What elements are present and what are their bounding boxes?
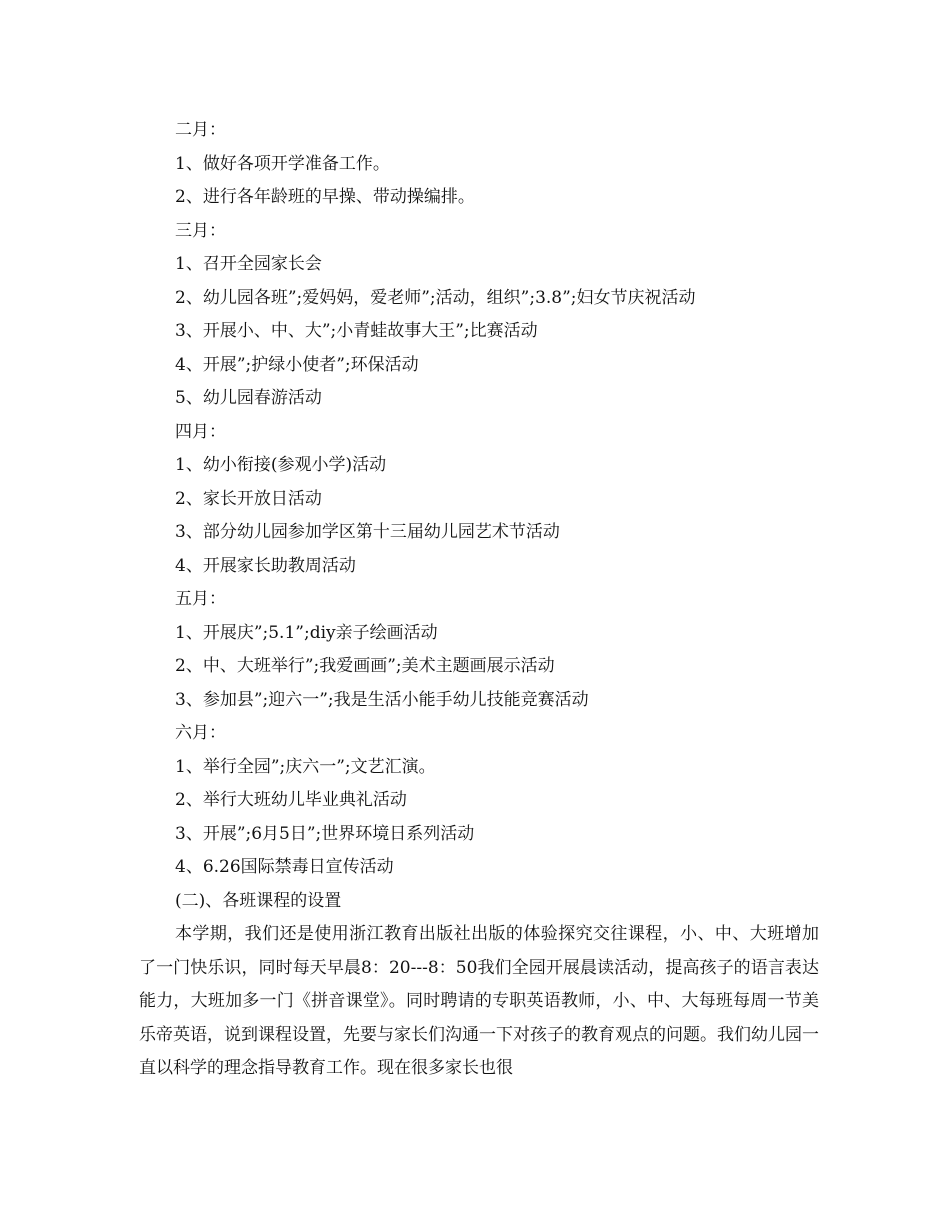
heading-may: 五月： — [175, 589, 226, 609]
section-heading-curriculum: (二)、各班课程的设置 — [175, 890, 342, 911]
list-item: 2、进行各年龄班的早操、带动操编排。 — [175, 187, 475, 207]
list-item: 1、召开全园家长会 — [175, 254, 322, 274]
list-item: 4、开展家长助教周活动 — [175, 555, 356, 576]
list-item: 2、家长开放日活动 — [175, 488, 322, 509]
list-item: 2、幼儿园各班”;爱妈妈，爱老师”;活动，组织”;3.8”;妇女节庆祝活动 — [175, 287, 696, 308]
heading-february: 二月： — [175, 120, 226, 140]
list-item: 3、参加县”;迎六一”;我是生活小能手幼儿技能竞赛活动 — [175, 689, 589, 710]
list-item: 3、部分幼儿园参加学区第十三届幼儿园艺术节活动 — [175, 522, 560, 542]
heading-june: 六月： — [175, 723, 226, 743]
list-item: 3、开展小、中、大”;小青蛙故事大王”;比赛活动 — [175, 321, 538, 341]
list-item: 2、举行大班幼儿毕业典礼活动 — [175, 790, 407, 810]
list-item: 1、开展庆”;5.1”;diy亲子绘画活动 — [175, 622, 438, 643]
list-item: 5、幼儿园春游活动 — [175, 388, 322, 408]
curriculum-paragraph: 本学期，我们还是使用浙江教育出版社出版的体验探究交往课程，小、中、大班增加了一门快乐识，同时每天早晨8：20---8：50我们全园开展晨读活动，提高孩子的语言表达能力，大班加多一门《拼音课堂》。同时聘请的专职英语教师，小、中、大每班每周一节美乐帝英语，说到课程设置，先要与家长们沟通一下对孩子的教育观点的问题。我们幼儿园一直以科学的理念指导教育工作。现在很多家长也很 — [139, 924, 819, 1078]
heading-april: 四月： — [175, 421, 226, 442]
heading-march: 三月： — [175, 220, 226, 241]
list-item: 2、中、大班举行”;我爱画画”;美术主题画展示活动 — [175, 656, 555, 676]
document-body — [139, 114, 819, 1086]
list-item: 1、幼小衔接(参观小学)活动 — [175, 455, 387, 475]
list-item: 3、开展”;6月5日”;世界环境日系列活动 — [175, 823, 475, 844]
list-item: 4、开展”;护绿小使者”;环保活动 — [175, 354, 419, 375]
list-item: 1、举行全园”;庆六一”;文艺汇演。 — [175, 756, 436, 777]
list-item: 1、做好各项开学准备工作。 — [175, 153, 390, 174]
list-item: 4、6.26国际禁毒日宣传活动 — [175, 857, 394, 877]
